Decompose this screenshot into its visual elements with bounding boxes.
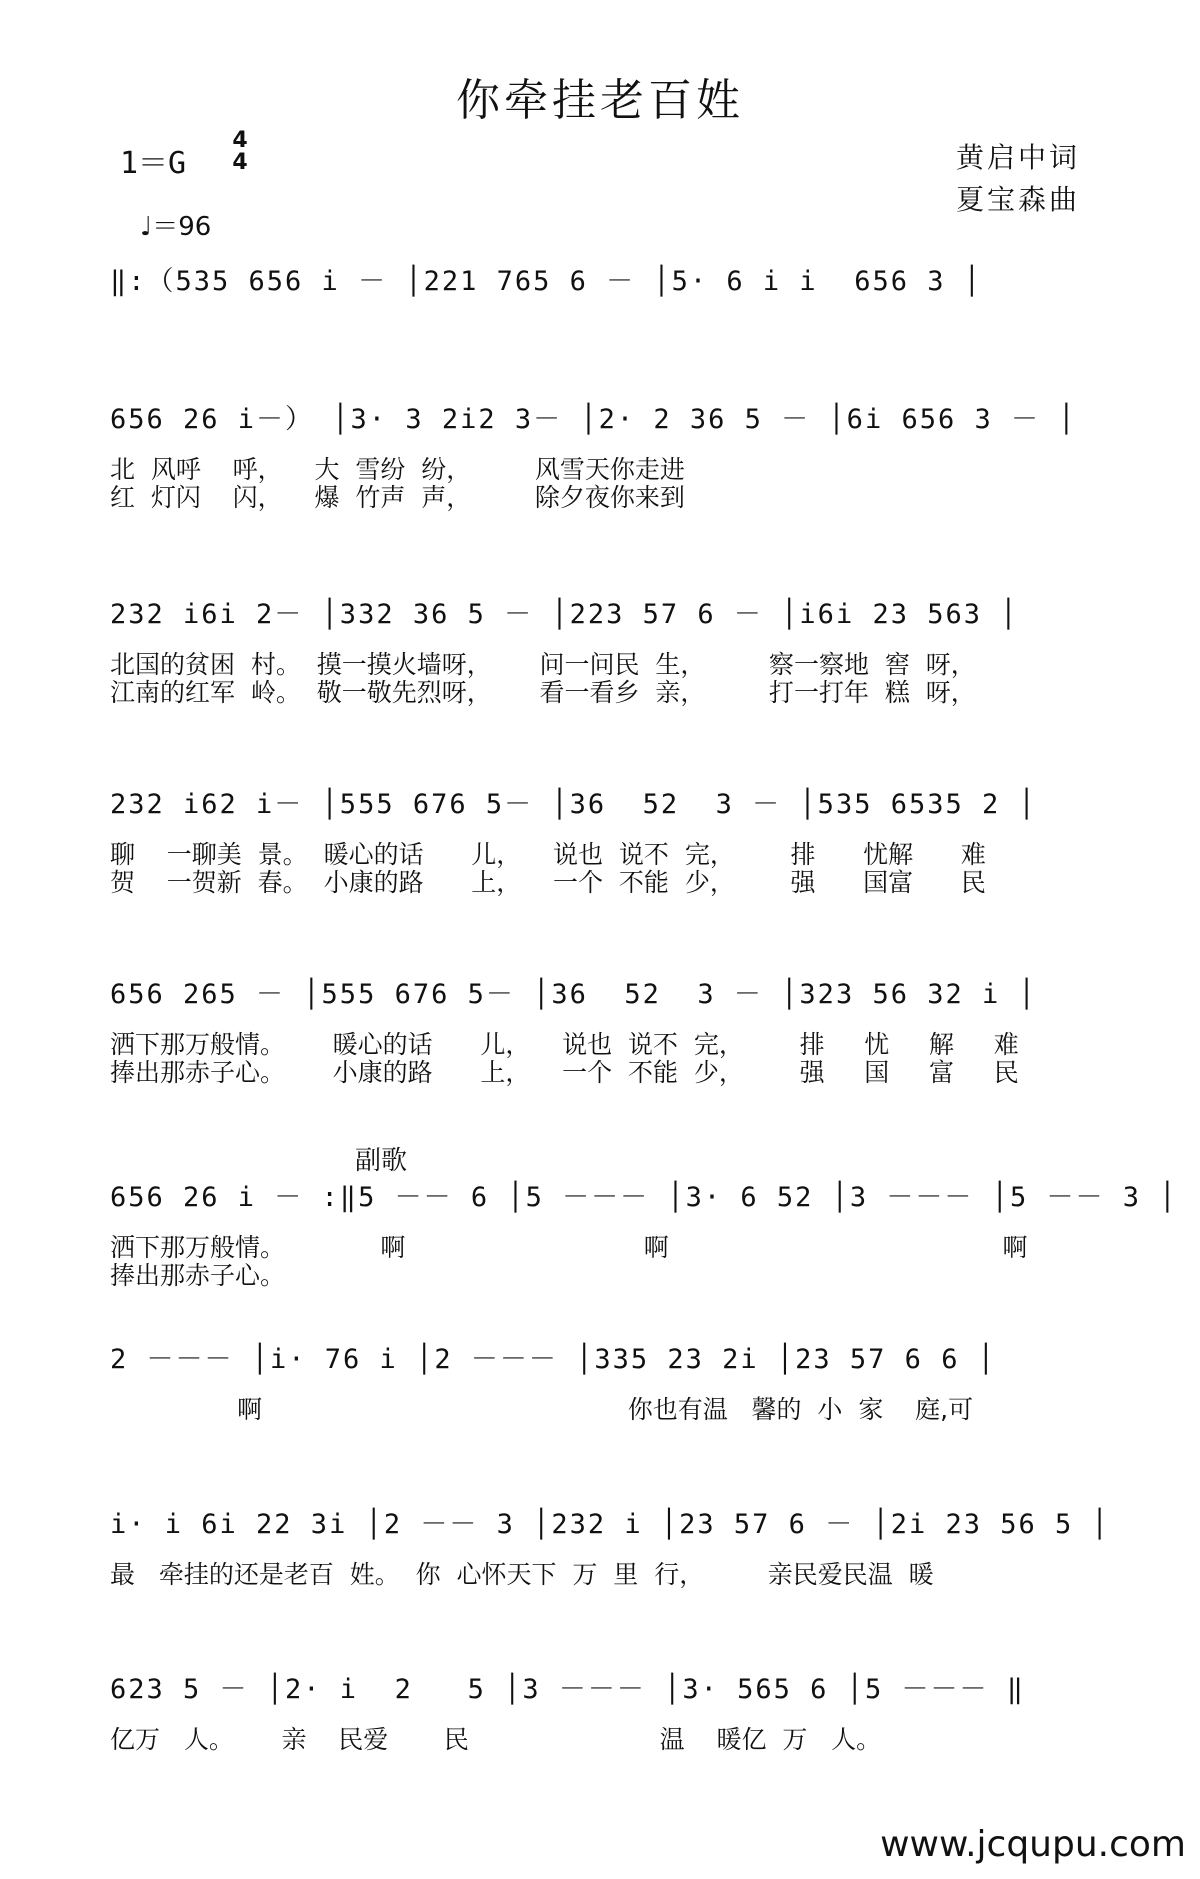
lyrics-verse-1: 聊 一聊美 景。 暖心的话 儿， 说也 说不 完， 排 忧解 难 — [110, 840, 986, 869]
notation-line: i· i 6i 22 3i │2 －－ 3 │232 i │23 57 6 － │2i 23 56 5 │ — [110, 1509, 1110, 1540]
notation-line: 232 i62 i－ │555 676 5－ │36 52 3 － │535 6535 2 │ — [110, 789, 1037, 820]
notation-line: 623 5 － │2· i 2 5 │3 －－－ │3· 565 6 │5 －－－ ‖ — [110, 1674, 1025, 1705]
lyrics-verse-1: 北国的贫困 村。 摸一摸火墙呀， 问一问民 生， 察一察地 窖 呀， — [110, 650, 976, 679]
lyrics-verse-2: 江南的红军 岭。 敬一敬先烈呀， 看一看乡 亲， 打一打年 糕 呀， — [110, 678, 976, 707]
lyrics-verse-2: 红 灯闪 闪， 爆 竹声 声， 除夕夜你来到 — [110, 483, 685, 512]
notation-line: 232 i6i 2－ │332 36 5 － │223 57 6 － │i6i 23 563 │ — [110, 599, 1019, 630]
key-signature: 1＝G — [120, 146, 187, 181]
time-signature — [228, 130, 252, 174]
notation-line: ‖:（535 656 i － │221 765 6 － │5· 6 i i 656 3 │ — [110, 266, 982, 297]
notation-line: 2 －－－ │i· 76 i │2 －－－ │335 23 2i │23 57 6 6 │ — [110, 1344, 996, 1375]
lyrics-verse-2: 贺 一贺新 春。 小康的路 上， 一个 不能 少， 强 国富 民 — [110, 868, 986, 897]
composer-credit: 夏宝森曲 — [955, 183, 1080, 216]
notation-line: 656 26 i － :‖5 －－ 6 │5 －－－ │3· 6 52 │3 －－－ │5 －－ 3 │ — [110, 1182, 1178, 1213]
time-signature-top: 4 — [232, 128, 248, 153]
lyrics-verse-1: 北 风呼 呼， 大 雪纷 纷， 风雪天你走进 — [110, 455, 685, 484]
notation-line: 656 265 － │555 676 5－ │36 52 3 － │323 56 32 i │ — [110, 979, 1037, 1010]
chorus-label: 副歌 — [355, 1146, 408, 1176]
lyricist-credit: 黄启中词 — [955, 141, 1080, 174]
site-watermark: www.jcqupu.com — [880, 1824, 1186, 1865]
page-title: 你牵挂老百姓 — [456, 75, 744, 126]
notation-line: 656 26 i－） │3· 3 2i2 3－ │2· 2 36 5 － │6i 656 3 － │ — [110, 404, 1077, 435]
lyrics-verse-1: 最 牵挂的还是老百 姓。 你 心怀天下 万 里 行， 亲民爱民温 暖 — [110, 1560, 934, 1589]
lyrics-verse-1: 洒下那万般情。 暖心的话 儿， 说也 说不 完， 排 忧 解 难 — [110, 1030, 1019, 1059]
time-signature-bottom: 4 — [232, 150, 248, 175]
tempo-marking: ♩＝96 — [140, 212, 212, 242]
lyrics-verse-2: 捧出那赤子心。 — [110, 1261, 286, 1290]
lyrics-verse-1: 啊 你也有温 馨的 小 家 庭,可 — [110, 1395, 974, 1424]
lyrics-verse-1: 亿万 人。 亲 民爱 民 温 暖亿 万 人。 — [110, 1725, 882, 1754]
lyrics-verse-1: 洒下那万般情。 啊 啊 啊 — [110, 1233, 1028, 1262]
lyrics-verse-2: 捧出那赤子心。 小康的路 上， 一个 不能 少， 强 国 富 民 — [110, 1058, 1019, 1087]
